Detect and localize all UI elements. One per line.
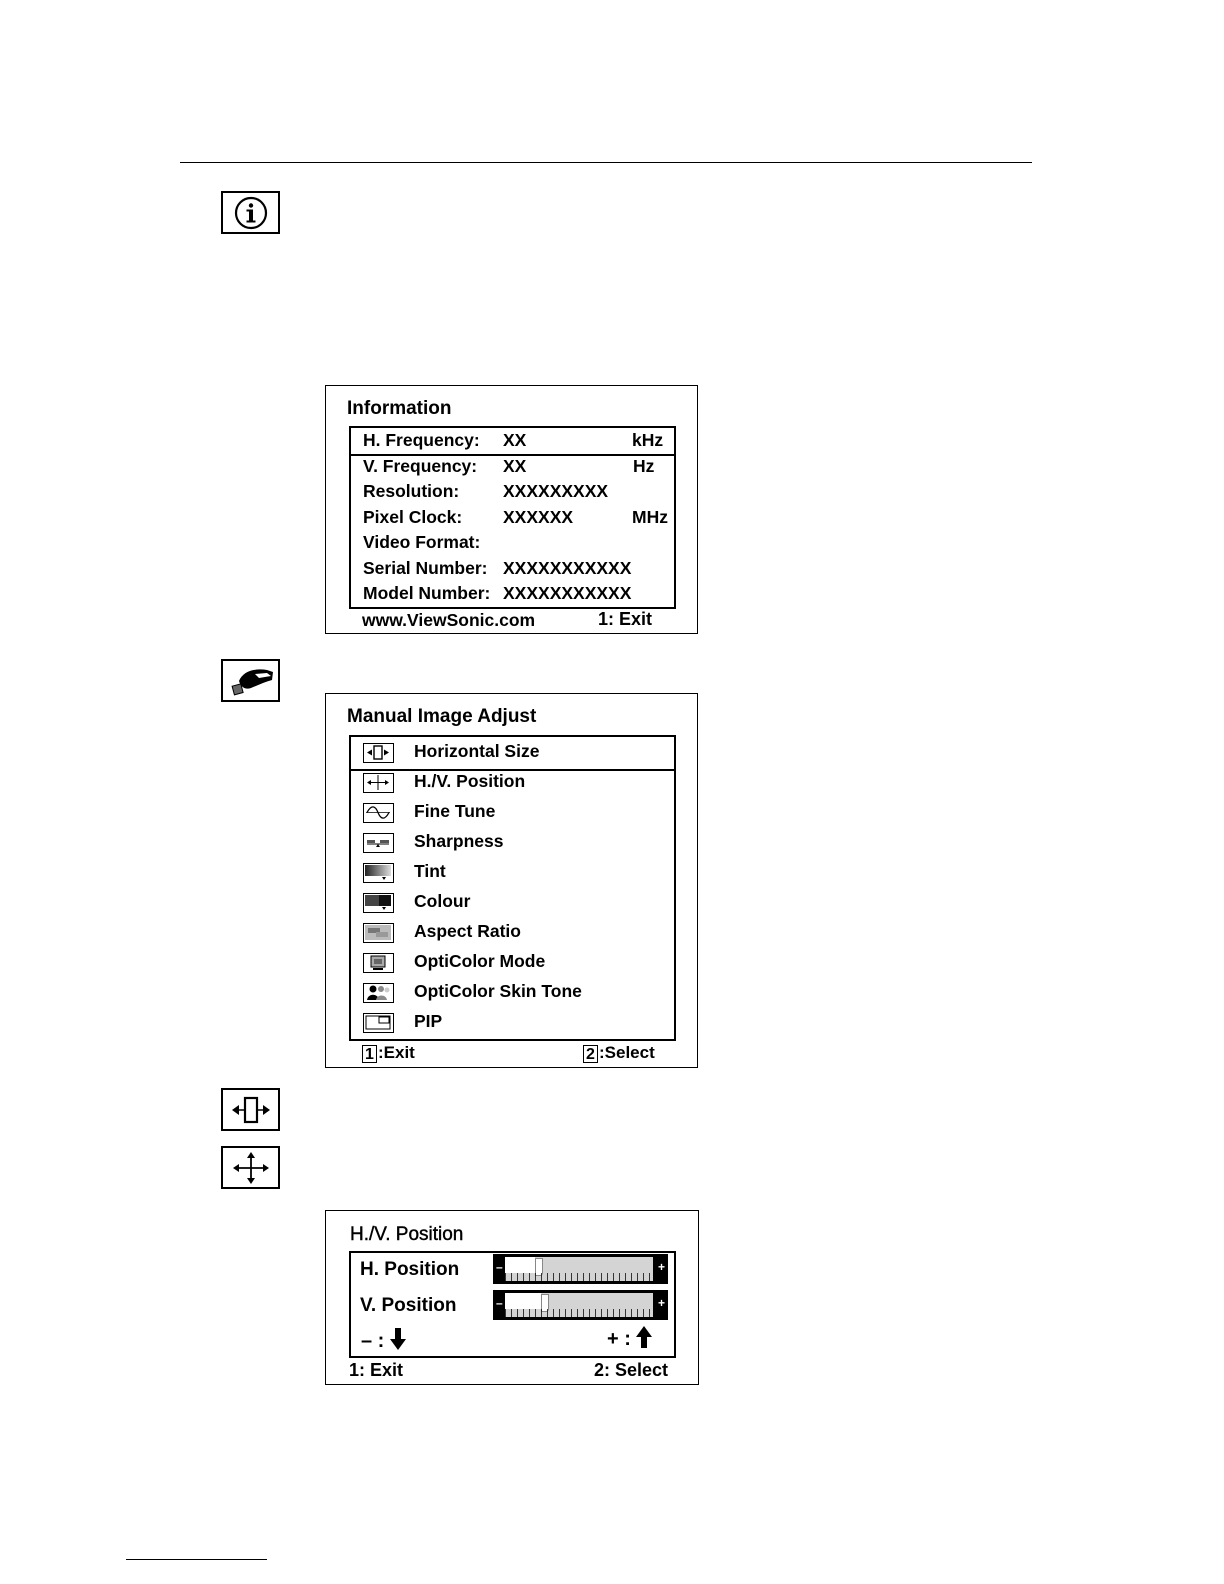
information-title: Information bbox=[347, 398, 452, 419]
minus-hint: – : bbox=[361, 1328, 406, 1353]
menu-item-label[interactable]: Fine Tune bbox=[414, 801, 496, 821]
info-label: Video Format: bbox=[363, 532, 481, 552]
hv-position-icon bbox=[221, 1146, 280, 1189]
info-unit: kHz bbox=[632, 430, 664, 450]
info-value: XX bbox=[503, 456, 527, 476]
exit-hint[interactable]: 1 :Exit bbox=[362, 1043, 415, 1063]
menu-item-label[interactable]: PIP bbox=[414, 1011, 443, 1031]
info-unit: MHz bbox=[632, 507, 668, 527]
tint-icon bbox=[363, 863, 394, 883]
exit-hint[interactable]: 1: Exit bbox=[349, 1360, 404, 1380]
website-link: www.ViewSonic.com bbox=[362, 610, 536, 630]
info-label: Resolution: bbox=[363, 481, 460, 501]
menu-item-label[interactable]: OptiColor Mode bbox=[414, 951, 546, 971]
fine-tune-icon bbox=[363, 803, 394, 823]
information-osd bbox=[325, 385, 698, 634]
sharpness-icon bbox=[363, 833, 394, 853]
hand-adjust-icon bbox=[221, 659, 280, 702]
hv-position-title: H./V. Position bbox=[350, 1224, 464, 1245]
footer-rule bbox=[126, 1559, 267, 1560]
horizontal-size-icon bbox=[221, 1088, 280, 1131]
colour-icon bbox=[363, 893, 394, 913]
menu-item-label[interactable]: Tint bbox=[414, 861, 446, 881]
info-value: XXXXXXXXXXX bbox=[503, 583, 632, 603]
select-hint[interactable]: 2 :Select bbox=[583, 1043, 655, 1063]
plus-hint: + : bbox=[607, 1326, 652, 1351]
aspect-ratio-icon bbox=[363, 923, 394, 943]
hv-position-osd bbox=[325, 1210, 699, 1385]
menu-item-label[interactable]: H./V. Position bbox=[414, 771, 526, 791]
info-value: XXXXXXXXX bbox=[503, 481, 609, 501]
down-arrow-icon bbox=[390, 1328, 406, 1350]
header-rule bbox=[180, 162, 1032, 163]
pip-icon bbox=[363, 1013, 394, 1033]
info-label: H. Frequency: bbox=[363, 430, 480, 450]
info-value: XXXXXXXXXXX bbox=[503, 558, 632, 578]
opticolor-skin-tone-icon bbox=[363, 983, 394, 1003]
info-label: Model Number: bbox=[363, 583, 491, 603]
info-label: V. Frequency: bbox=[363, 456, 478, 476]
key-2-icon: 2 bbox=[583, 1045, 598, 1063]
menu-item-label[interactable]: Aspect Ratio bbox=[414, 921, 521, 941]
info-value: XXXXXX bbox=[503, 507, 574, 527]
horizontal-size-icon bbox=[363, 743, 394, 763]
v-position-slider[interactable]: – + bbox=[493, 1290, 668, 1320]
menu-item-label[interactable]: Colour bbox=[414, 891, 471, 911]
v-position-label: V. Position bbox=[360, 1295, 457, 1316]
select-hint[interactable]: 2: Select bbox=[594, 1360, 669, 1380]
opticolor-mode-icon bbox=[363, 953, 394, 973]
h-position-label: H. Position bbox=[360, 1259, 460, 1280]
manual-image-adjust-osd bbox=[325, 693, 698, 1068]
h-position-slider[interactable]: – + bbox=[493, 1254, 668, 1284]
key-1-icon: 1 bbox=[362, 1045, 377, 1063]
info-unit: Hz bbox=[633, 456, 655, 476]
menu-item-label[interactable]: Sharpness bbox=[414, 831, 504, 851]
hv-position-icon bbox=[363, 773, 394, 793]
info-label: Pixel Clock: bbox=[363, 507, 463, 527]
up-arrow-icon bbox=[636, 1326, 652, 1348]
info-value: XX bbox=[503, 430, 527, 450]
manual-adjust-title: Manual Image Adjust bbox=[347, 706, 537, 727]
info-label: Serial Number: bbox=[363, 558, 488, 578]
menu-item-label[interactable]: OptiColor Skin Tone bbox=[414, 981, 582, 1001]
info-icon bbox=[221, 191, 280, 234]
menu-item-label[interactable]: Horizontal Size bbox=[414, 741, 540, 761]
exit-key-hint[interactable]: 1: Exit bbox=[598, 609, 653, 629]
